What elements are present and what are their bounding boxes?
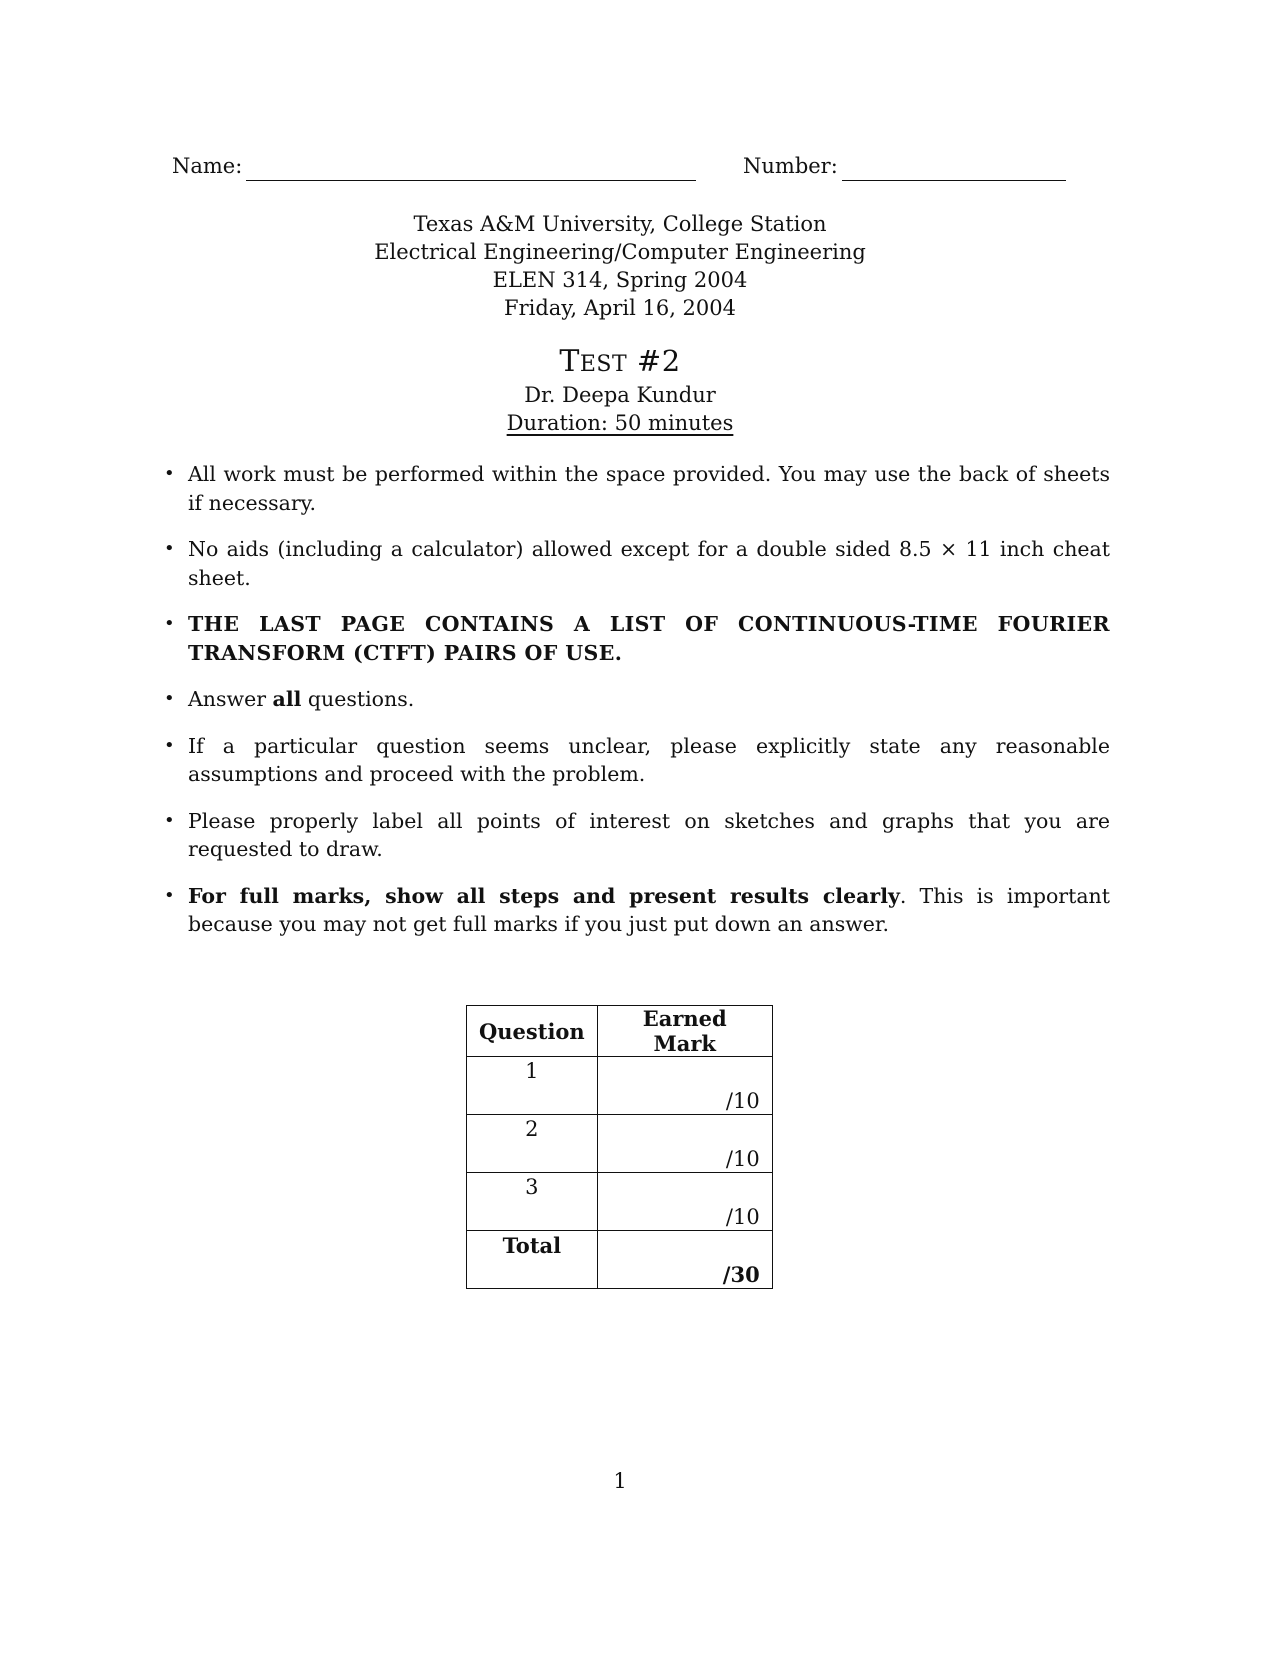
page-title: TEST #2 <box>559 344 681 379</box>
mark-cell: /10 <box>597 1173 772 1231</box>
bullet-icon: • <box>164 884 175 906</box>
list-item: • All work must be performed within the space provided. You may use the back of sheets if necessary. <box>164 462 1110 515</box>
instructor-line: Dr. Deepa Kundur <box>524 383 716 407</box>
list-item: • THE LAST PAGE CONTAINS A LIST OF CONTINUOUS-TIME FOURIER TRANSFORM (CTFT) PAIRS OF USE. <box>164 612 1110 665</box>
mark-cell: /10 <box>597 1115 772 1173</box>
list-item: • Answer all questions. <box>160 685 1110 714</box>
department-line: Electrical Engineering/Computer Engineering <box>374 240 866 264</box>
bullet-icon: • <box>164 463 175 484</box>
exam-header <box>0 210 1240 322</box>
date-line: Friday, April 16, 2004 <box>504 296 736 320</box>
duration-line: Duration: 50 minutes <box>506 411 734 435</box>
total-mark-cell: /30 <box>597 1231 772 1289</box>
page-number: 1 <box>613 1469 627 1493</box>
name-label: Name: <box>172 154 243 178</box>
instructions-list <box>160 460 1110 957</box>
table-row <box>467 1173 773 1231</box>
marks-table <box>466 1005 773 1289</box>
column-header-question: Question <box>467 1006 598 1057</box>
exam-subheader <box>0 381 1240 437</box>
bullet-icon: • <box>164 809 175 831</box>
table-row-total <box>467 1231 773 1289</box>
list-item: • If a particular question seems unclear, please explicitly state any reasonable assumptions and proceed with the problem. <box>164 733 1110 786</box>
bullet-icon: • <box>164 613 175 634</box>
question-cell: 1 <box>467 1057 598 1115</box>
bullet-icon: • <box>164 734 175 756</box>
mark-cell: /10 <box>597 1057 772 1115</box>
list-item: • Please properly label all points of interest on sketches and graphs that you are requested to draw. <box>164 808 1110 861</box>
table-row <box>467 1115 773 1173</box>
bullet-icon: • <box>164 688 175 709</box>
course-line: ELEN 314, Spring 2004 <box>492 268 748 292</box>
column-header-earned-mark: Earned Mark <box>597 1006 772 1057</box>
number-label: Number: <box>743 154 838 178</box>
name-blank <box>246 180 696 181</box>
number-blank <box>842 180 1066 181</box>
student-id-line <box>172 154 1072 188</box>
total-label-cell: Total <box>467 1231 598 1289</box>
list-item: • No aids (including a calculator) allowed except for a double sided 8.5 × 11 inch cheat sheet. <box>164 537 1110 590</box>
bullet-icon: • <box>164 538 175 559</box>
question-cell: 3 <box>467 1173 598 1231</box>
question-cell: 2 <box>467 1115 598 1173</box>
list-item: • For full marks, show all steps and present results clearly. This is important because you may not get full marks if you just put down an answer. <box>164 883 1110 936</box>
table-row <box>467 1057 773 1115</box>
university-line: Texas A&M University, College Station <box>413 212 827 236</box>
table-header-row <box>467 1006 773 1057</box>
test-number: #2 <box>636 344 681 378</box>
